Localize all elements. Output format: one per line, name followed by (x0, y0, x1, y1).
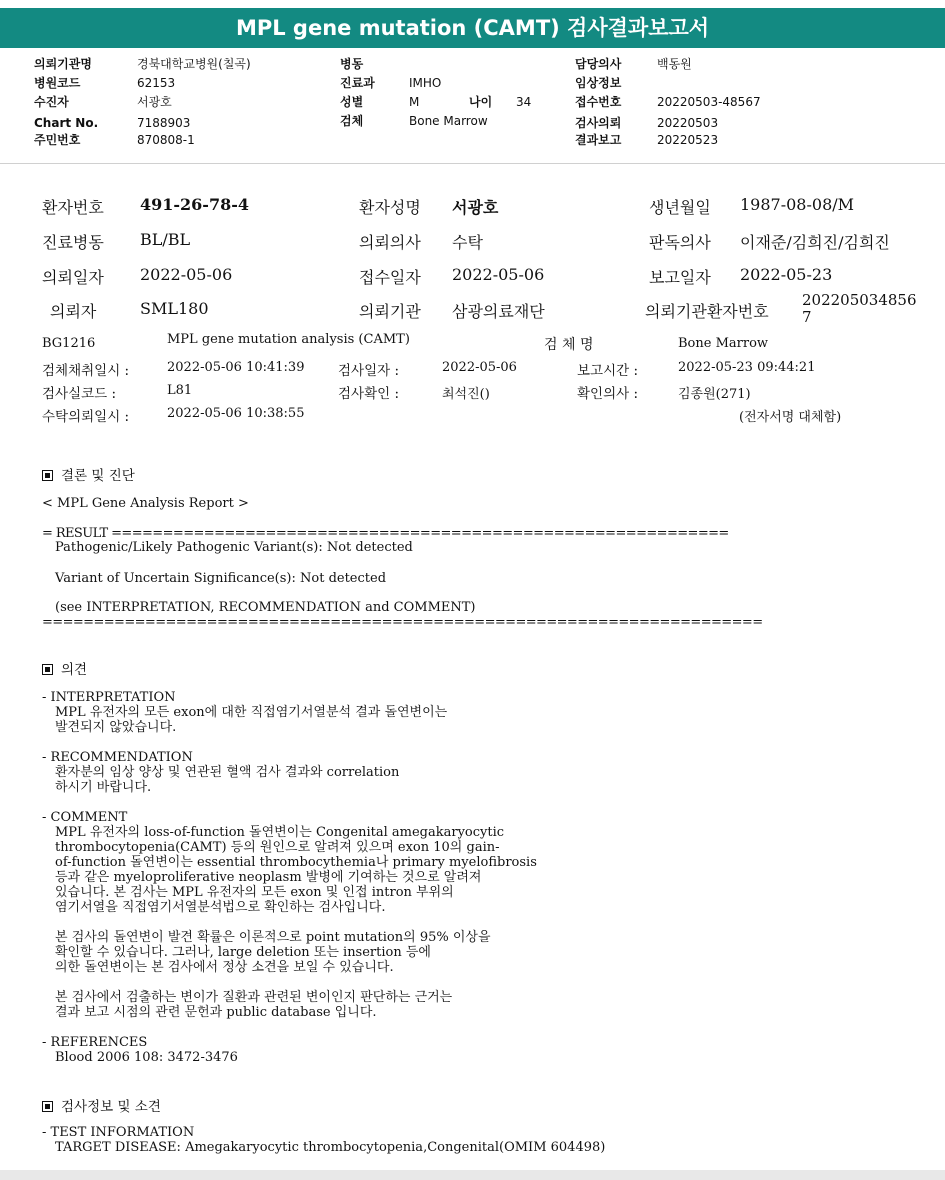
consign-value: 2022-05-06 10:38:55 (167, 406, 305, 421)
chart-label: Chart No. (34, 116, 99, 130)
room-value: L81 (167, 383, 193, 398)
section-bullet-icon (42, 664, 53, 675)
refinst-pid-value-1: 202205034856 (802, 291, 917, 309)
comment-line-10: 본 검사에서 검출하는 변이가 질환과 관련된 변이인지 판단하는 근거는 (55, 990, 453, 1005)
pid-label: 환자번호 (42, 198, 104, 217)
section-testinfo-title: 검사정보 및 소견 (61, 1099, 161, 1115)
confirmdoc-value: 김종원(271) (678, 387, 751, 402)
refinst-value: 삼광의료재단 (452, 302, 545, 321)
refdoc-value: 수탁 (452, 233, 483, 252)
referrer-value: SML180 (140, 299, 209, 318)
dept-value: IMHO (409, 76, 442, 90)
reader-value: 이재준/김희진/김희진 (740, 233, 890, 252)
comment-line-8: 확인할 수 있습니다. 그러나, large deletion 또는 insertion 등에 (55, 945, 431, 960)
refdoc-label: 의뢰의사 (359, 233, 421, 252)
doctor-value: 백동원 (657, 57, 692, 71)
section-conclusion-title: 결론 및 진단 (61, 468, 135, 484)
comment-line-7: 본 검사의 돌연변이 발견 확률은 이론적으로 point mutation의 95% 이상을 (55, 930, 491, 945)
test-specimen-value: Bone Marrow (678, 336, 769, 351)
refdate-value: 2022-05-06 (140, 265, 233, 284)
confirmdoc-label: 확인의사 : (577, 386, 639, 402)
comment-line-4: 등과 같은 myeloproliferative neoplasm 발병에 기여하는 것으로 알려져 (55, 870, 482, 885)
referrer-label: 의뢰자 (50, 302, 97, 321)
result-value: 20220523 (657, 133, 719, 147)
report-title: MPL gene mutation (CAMT) 검사결과보고서 (0, 8, 945, 48)
result-rule: = RESULT ============================================================ (42, 526, 729, 541)
comment-line-11: 결과 보고 시점의 관련 문헌과 public database 입니다. (55, 1005, 377, 1020)
sex-label: 성별 (340, 95, 364, 109)
reporttime-value: 2022-05-23 09:44:21 (678, 360, 816, 375)
reference-line-1: Blood 2006 108: 3472-3476 (55, 1050, 238, 1065)
reporttime-label: 보고시간 : (577, 363, 639, 379)
consign-label: 수탁의뢰일시 : (42, 409, 130, 425)
institution-value: 경북대학교병원(칠곡) (137, 57, 251, 71)
section-opinion-title: 의견 (61, 662, 88, 678)
recipient-label: 수진자 (34, 95, 69, 109)
confirm-label: 검사확인 : (338, 386, 400, 402)
section-conclusion-heading (42, 464, 135, 484)
esign-note: (전자서명 대체함) (739, 410, 842, 425)
sex-value: M (409, 95, 420, 109)
section-opinion-heading (42, 658, 87, 678)
comment-line-9: 의한 돌연변이는 본 검사에서 정상 소견을 보일 수 있습니다. (55, 960, 394, 975)
recvdate-value: 2022-05-06 (452, 265, 545, 284)
pid-value: 491-26-78-4 (140, 195, 249, 214)
recommendation-heading: - RECOMMENDATION (42, 750, 193, 765)
section-testinfo-heading (42, 1095, 161, 1115)
refinst-label: 의뢰기관 (359, 302, 421, 321)
interpretation-line-1: MPL 유전자의 모든 exon에 대한 직접염기서열분석 결과 돌연변이는 (55, 705, 448, 720)
recommendation-line-2: 하시기 바랍니다. (55, 780, 152, 795)
recommendation-line-1: 환자분의 임상 양상 및 연관된 혈액 검사 결과와 correlation (55, 765, 400, 780)
interpretation-heading: - INTERPRETATION (42, 690, 176, 705)
resident-value: 870808-1 (137, 133, 195, 147)
comment-heading: - COMMENT (42, 810, 128, 825)
header-divider (0, 163, 945, 164)
collect-label: 검체채취일시 : (42, 363, 130, 379)
test-code: BG1216 (42, 336, 96, 351)
test-information-heading: - TEST INFORMATION (42, 1125, 195, 1140)
doctor-label: 담당의사 (575, 57, 622, 71)
reader-label: 판독의사 (649, 233, 711, 252)
testdate-value: 2022-05-06 (442, 360, 517, 375)
confirm-value: 최석진() (442, 387, 490, 402)
target-disease-line: TARGET DISEASE: Amegakaryocytic thrombocytopenia,Congenital(OMIM 604498) (55, 1140, 606, 1155)
hospital-code-label: 병원코드 (34, 76, 81, 90)
ward2-label: 진료병동 (42, 233, 104, 252)
testdate-label: 검사일자 : (338, 363, 400, 379)
report-subtitle: < MPL Gene Analysis Report > (42, 496, 249, 511)
refinst-pid-label: 의뢰기관환자번호 (645, 302, 769, 321)
comment-line-3: of-function 돌연변이는 essential thrombocythemia나 primary myelofibrosis (55, 855, 537, 870)
test-name: MPL gene mutation analysis (CAMT) (167, 332, 410, 347)
age-value: 34 (516, 95, 532, 109)
references-heading: - REFERENCES (42, 1035, 148, 1050)
receipt-label: 접수번호 (575, 95, 622, 109)
refinst-pid-value-2: 7 (802, 308, 812, 326)
test-specimen-label: 검 체 명 (544, 337, 594, 353)
result-label: 결과보고 (575, 133, 622, 147)
comment-line-6: 염기서열을 직접염기서열분석법으로 확인하는 검사입니다. (55, 900, 386, 915)
room-label: 검사실코드 : (42, 386, 117, 402)
comment-line-1: MPL 유전자의 loss-of-function 돌연변이는 Congenital amegakaryocytic (55, 825, 505, 840)
name-value: 서광호 (452, 198, 499, 217)
comment-line-5: 있습니다. 본 검사는 MPL 유전자의 모든 exon 및 인접 intron 부위의 (55, 885, 454, 900)
dept-label: 진료과 (340, 76, 375, 90)
hospital-code-value: 62153 (137, 76, 176, 90)
refdate-label: 의뢰일자 (42, 268, 104, 287)
comment-line-2: thrombocytopenia(CAMT) 등의 원인으로 알려져 있으며 exon 10의 gain- (55, 840, 500, 855)
interpretation-line-2: 발견되지 않았습니다. (55, 720, 177, 735)
section-bullet-icon (42, 470, 53, 481)
institution-label: 의뢰기관명 (34, 57, 92, 71)
ward2-value: BL/BL (140, 230, 191, 249)
recipient-value: 서광호 (137, 95, 172, 109)
specimen-label: 검체 (340, 114, 364, 128)
dob-value: 1987-08-08/M (740, 195, 855, 214)
vus-line: Variant of Uncertain Significance(s): Not detected (55, 571, 387, 586)
recvdate-label: 접수일자 (359, 268, 421, 287)
dob-label: 생년월일 (649, 198, 711, 217)
receipt-value: 20220503-48567 (657, 95, 761, 109)
specimen-value: Bone Marrow (409, 114, 488, 128)
request-label: 검사의뢰 (575, 116, 622, 130)
section-bullet-icon (42, 1101, 53, 1112)
clinical-label: 임상정보 (575, 76, 622, 90)
resident-label: 주민번호 (34, 133, 81, 147)
repdate-value: 2022-05-23 (740, 265, 833, 284)
repdate-label: 보고일자 (649, 268, 711, 287)
age-label: 나이 (469, 95, 493, 109)
request-value: 20220503 (657, 116, 719, 130)
name-label: 환자성명 (359, 198, 421, 217)
collect-value: 2022-05-06 10:41:39 (167, 360, 305, 375)
chart-value: 7188903 (137, 116, 191, 130)
ward-label: 병동 (340, 57, 364, 71)
see-line: (see INTERPRETATION, RECOMMENDATION and COMMENT) (55, 600, 476, 615)
pathogenic-line: Pathogenic/Likely Pathogenic Variant(s): Not detected (55, 540, 413, 555)
end-rule: ====================================================================== (42, 615, 763, 630)
